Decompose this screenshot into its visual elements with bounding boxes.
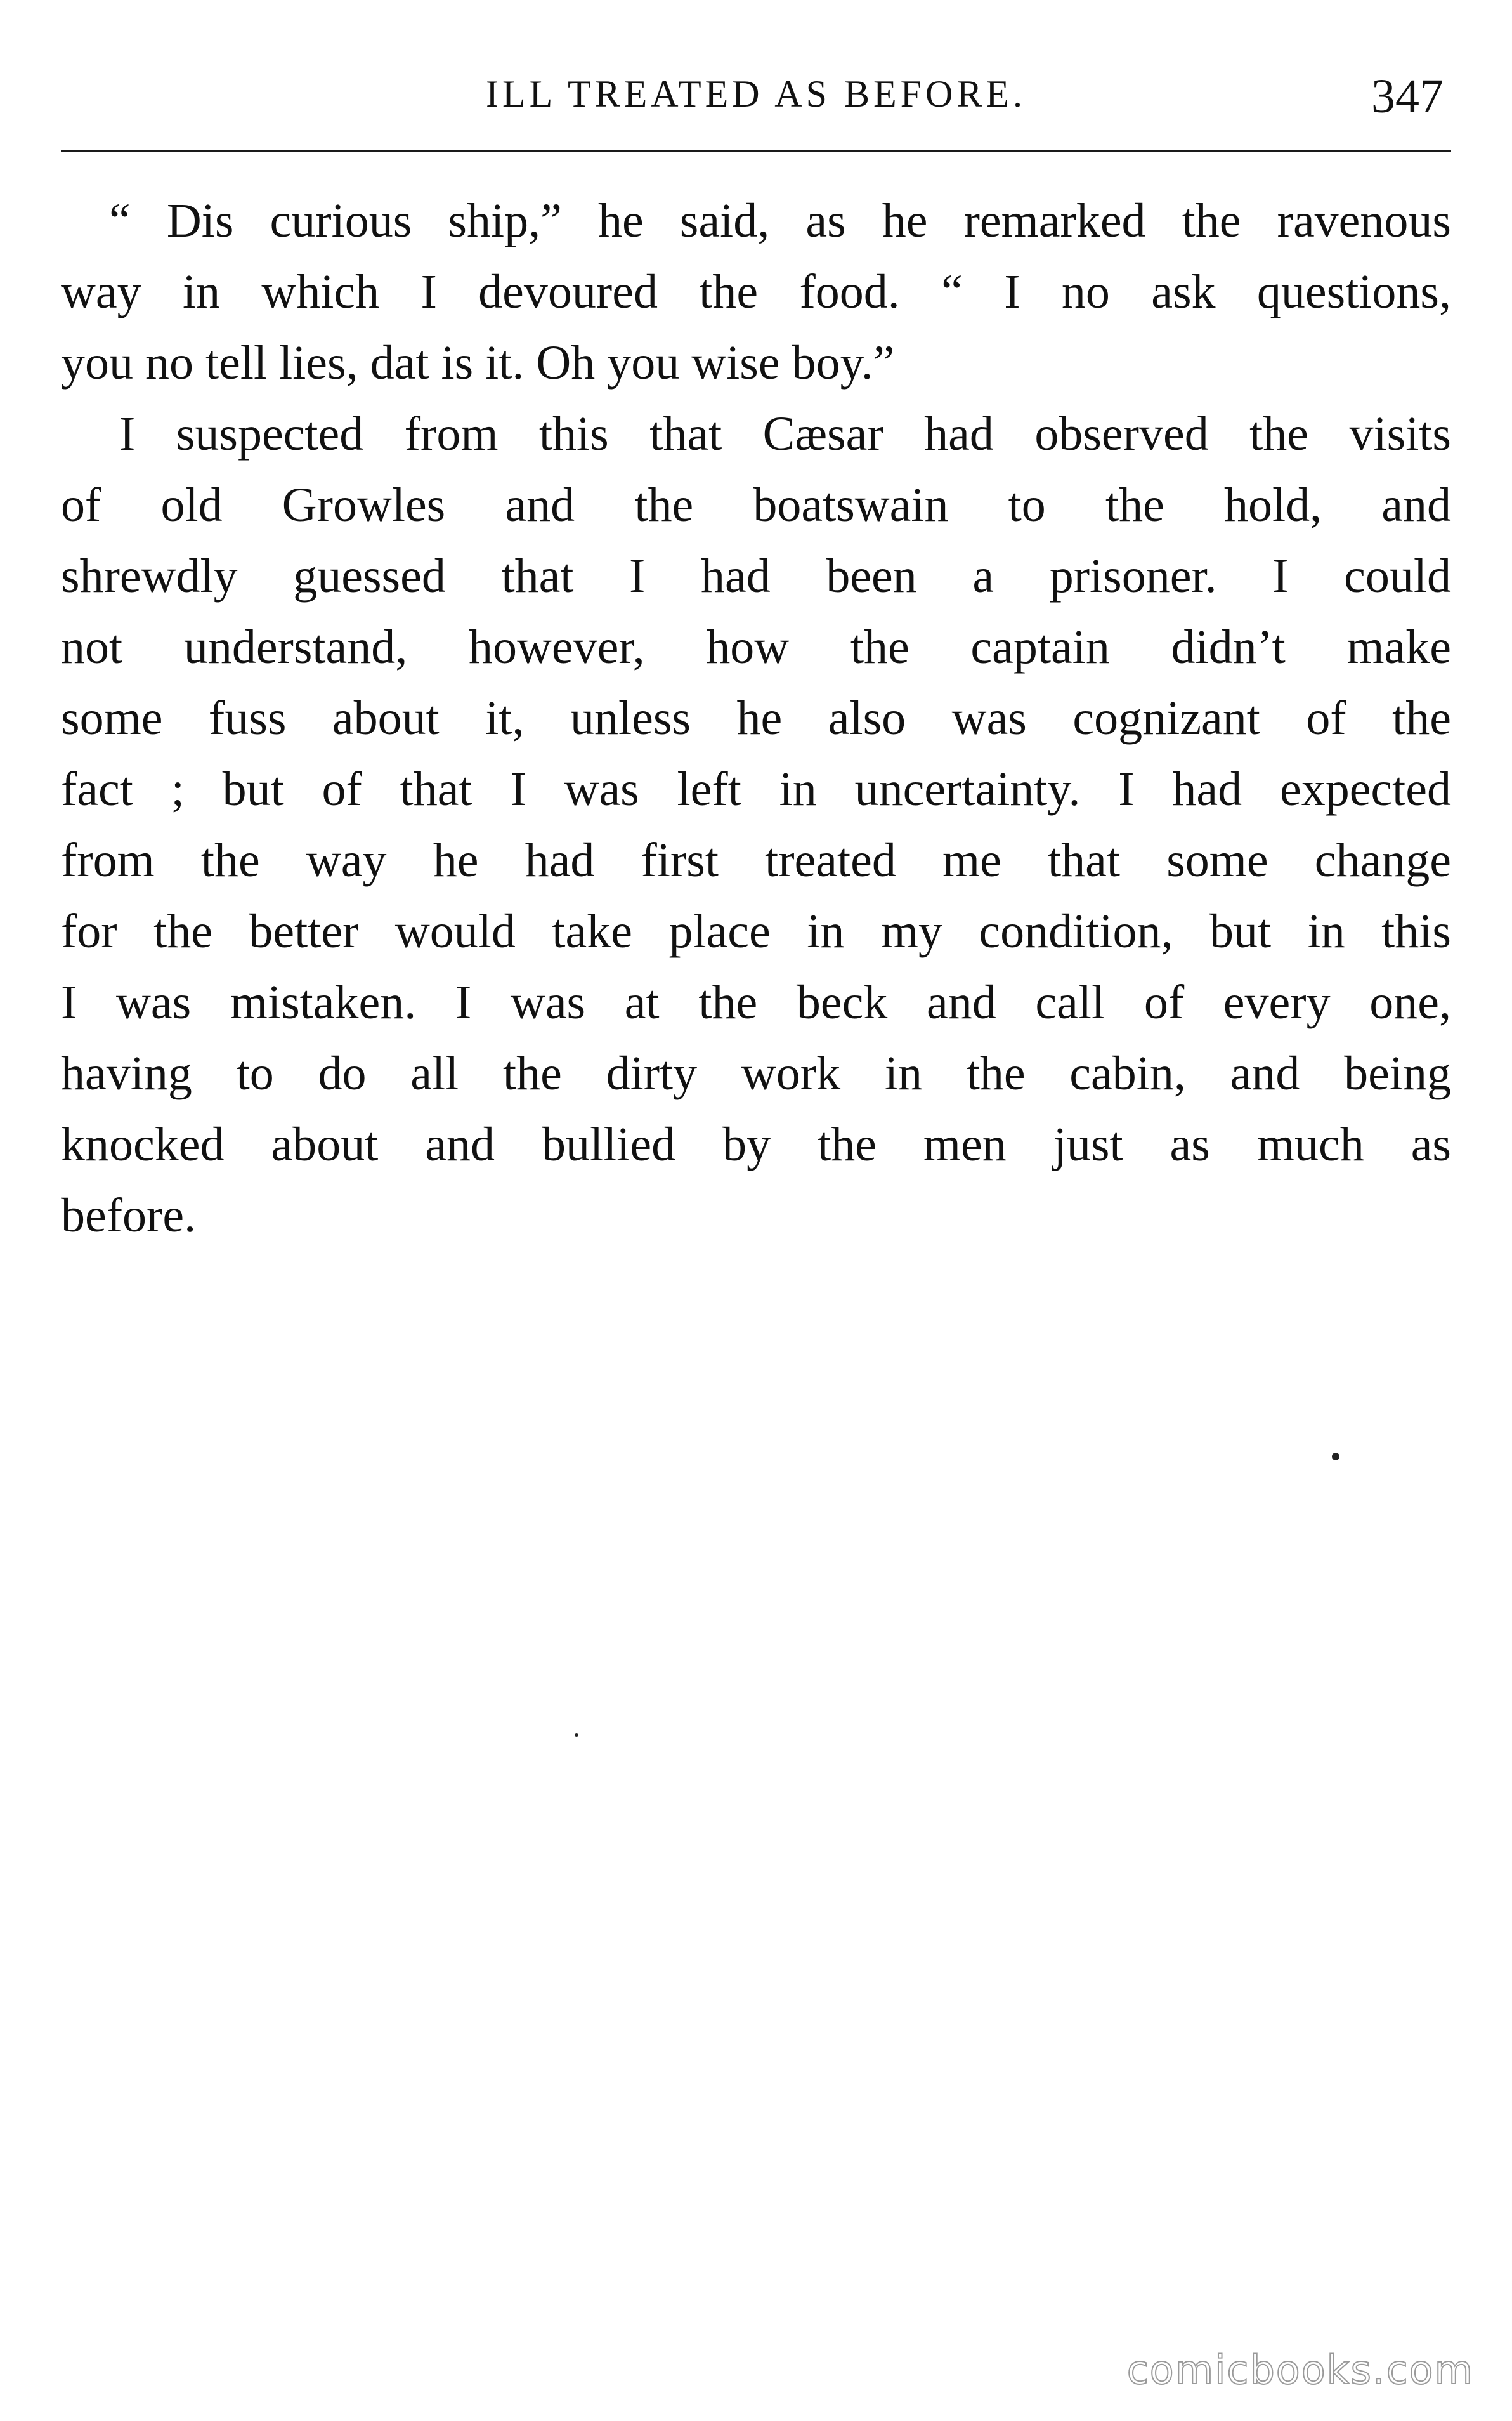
paragraph-2 — [61, 398, 1451, 1251]
text-line: from the way he had first treated me that some change — [61, 834, 1451, 887]
paragraph-1 — [61, 185, 1451, 398]
text-line: for the better would take place in my condition, but in this — [61, 905, 1451, 958]
text-line: knocked about and bullied by the men just as much as — [61, 1118, 1451, 1171]
text-line: you no tell lies, dat is it. Oh you wise boy.” — [61, 336, 895, 390]
text-line: before. — [61, 1189, 197, 1242]
text-line: fact ; but of that I was left in uncertainty. I had expected — [61, 763, 1451, 816]
text-line: I suspected from this that Cæsar had observed the visits — [119, 407, 1451, 461]
text-line: way in which I devoured the food. “ I no ask questions, — [61, 265, 1451, 318]
text-line: some fuss about it, unless he also was cognizant of the — [61, 692, 1451, 745]
text-line: “ Dis curious ship,” he said, as he remarked the ravenous — [109, 194, 1451, 247]
header-rule — [61, 150, 1451, 152]
text-line: not understand, however, how the captain didn’t make — [61, 620, 1451, 674]
text-line: having to do all the dirty work in the cabin, and being — [61, 1047, 1451, 1100]
text-line: shrewdly guessed that I had been a prisoner. I could — [61, 549, 1451, 603]
running-head — [61, 56, 1451, 132]
ink-speck — [575, 1733, 578, 1737]
body-text — [61, 185, 1451, 1251]
ink-speck — [1332, 1453, 1339, 1460]
text-line: I was mistaken. I was at the beck and call of every one, — [61, 976, 1451, 1029]
text-line: of old Growles and the boatswain to the hold, and — [61, 478, 1451, 532]
running-title: ILL TREATED AS BEFORE. — [485, 73, 1027, 115]
page-number: 347 — [1371, 70, 1444, 123]
watermark-logo: comicbooks.com — [1126, 2347, 1474, 2393]
